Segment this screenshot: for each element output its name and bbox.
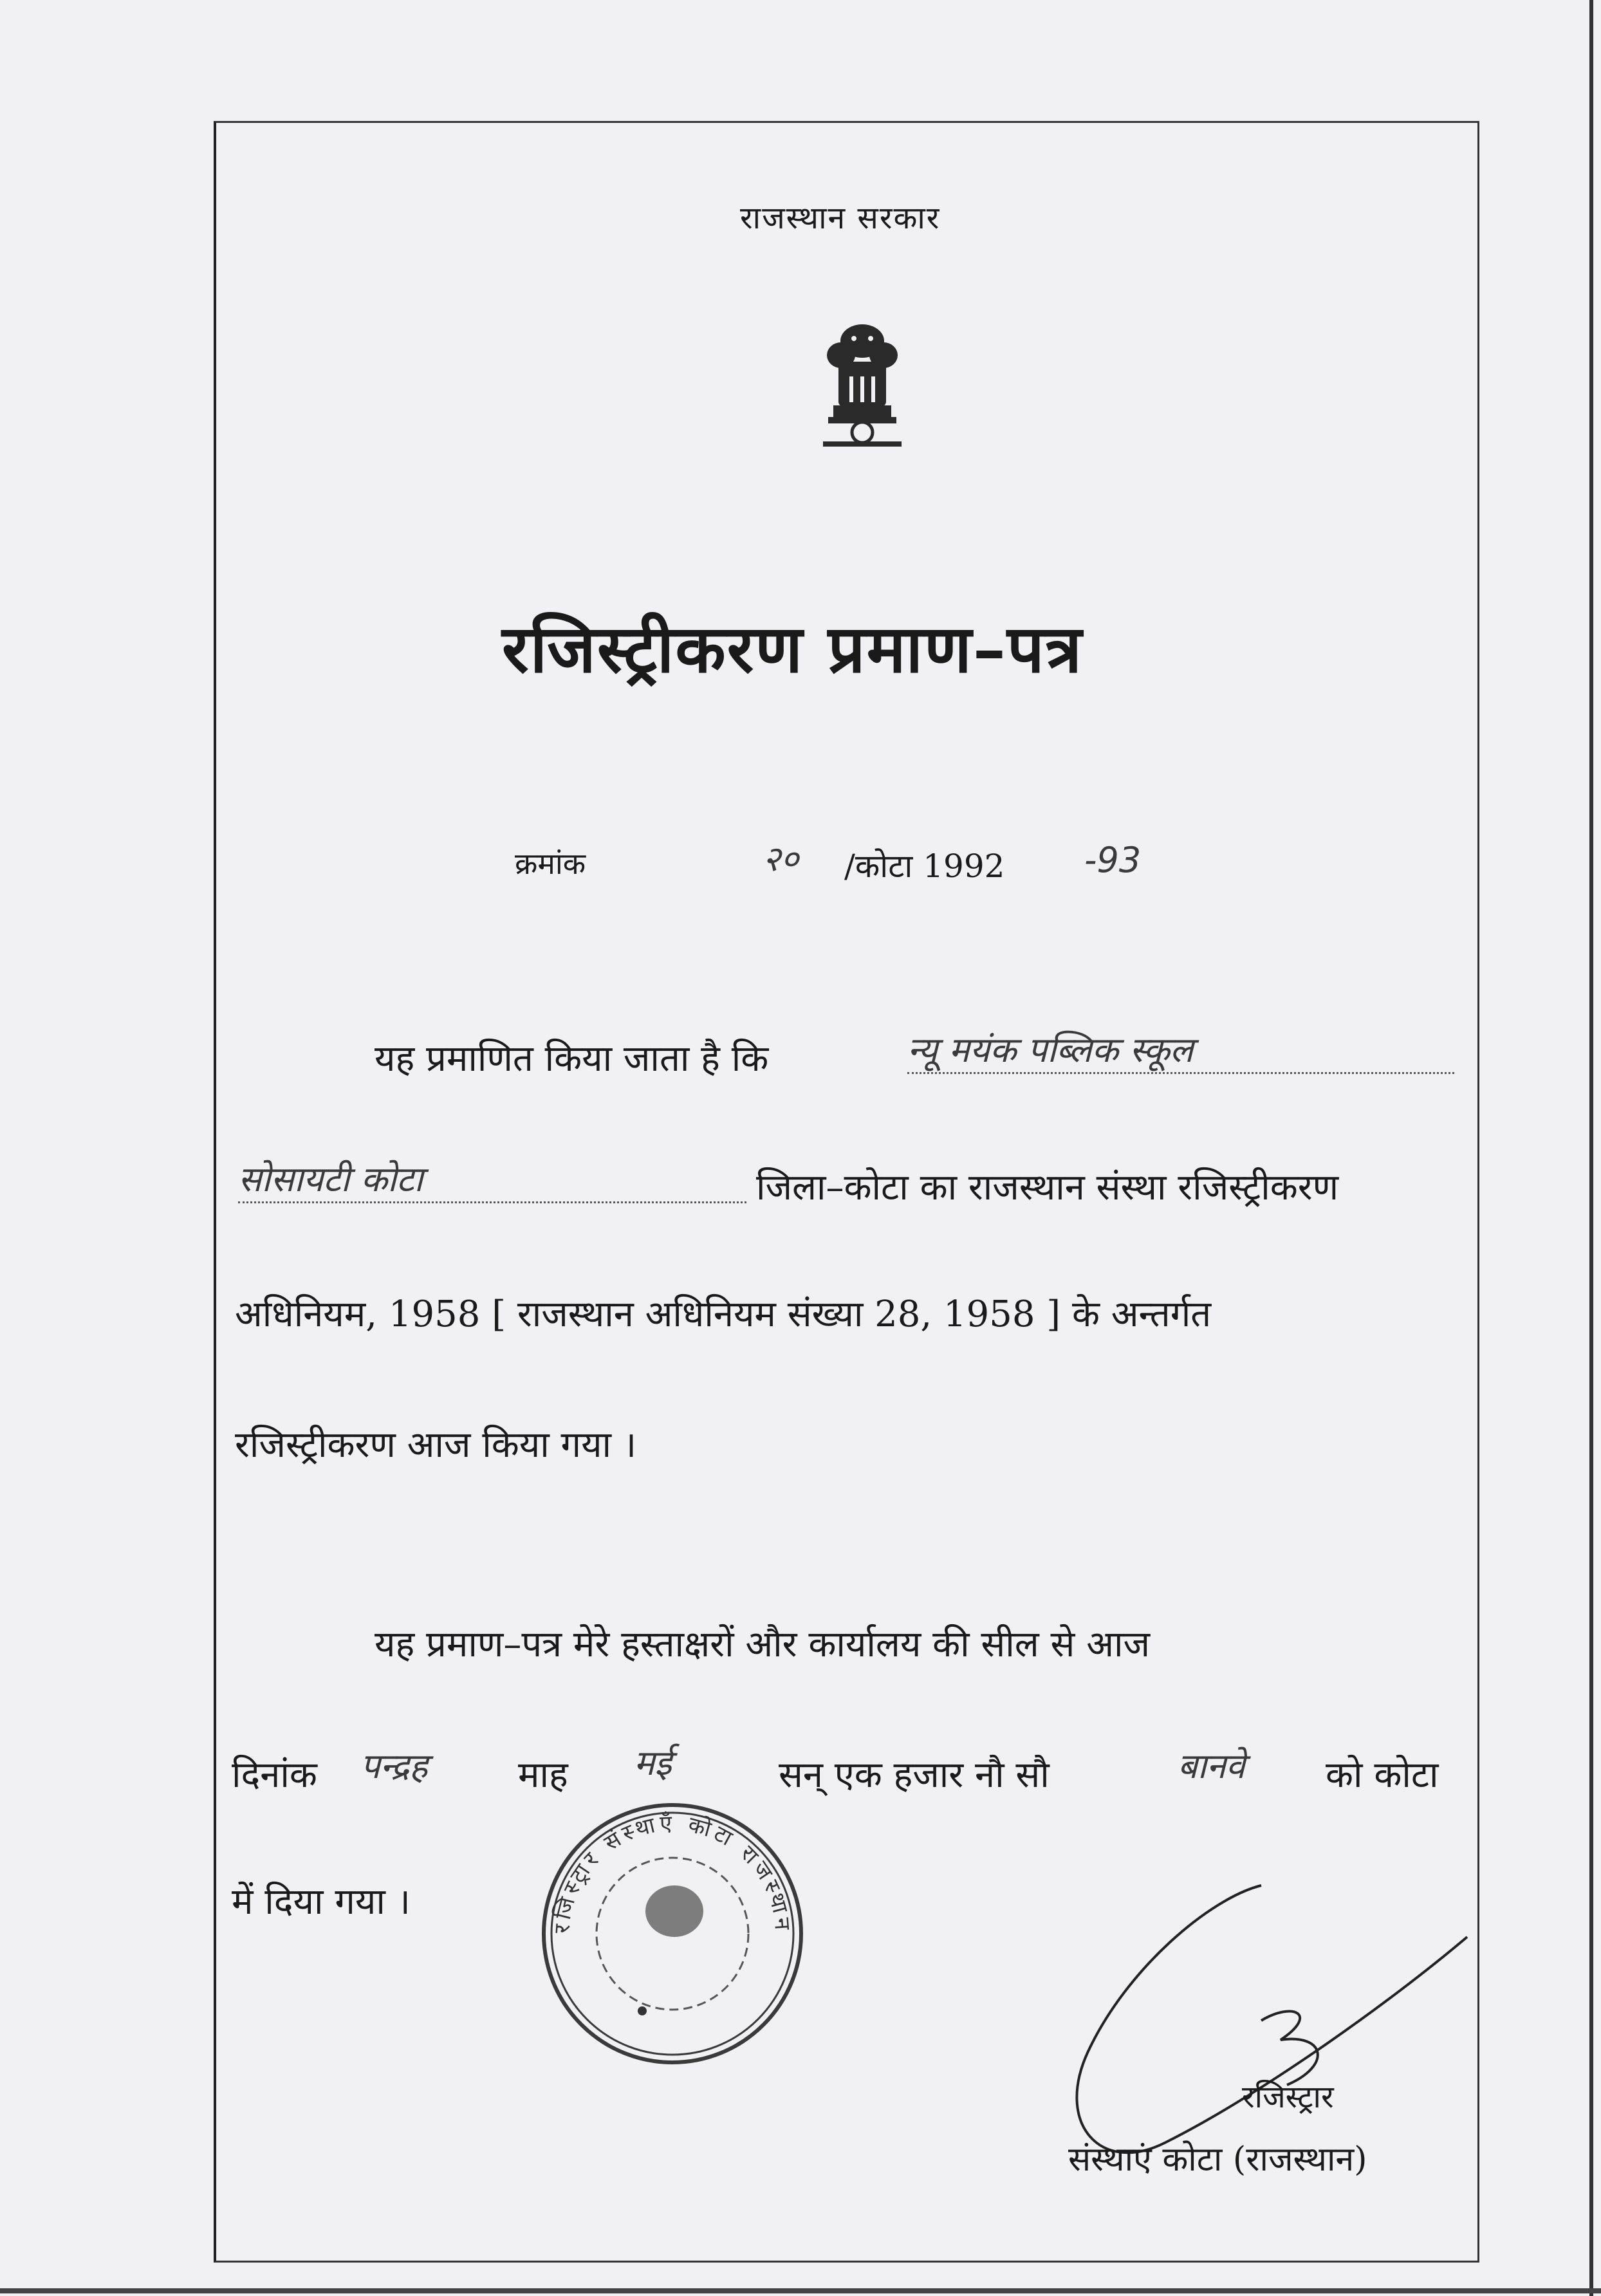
scan-edge-bottom — [0, 2288, 1601, 2293]
office-seal-stamp — [534, 1795, 811, 2072]
society-name-part-2: सोसायटी कोटा — [238, 1154, 746, 1203]
serial-label: क्रमांक — [515, 846, 586, 881]
national-emblem-icon — [814, 315, 911, 450]
scan-edge-right — [1589, 0, 1593, 2296]
issue-year: बानवे — [1178, 1746, 1245, 1786]
serial-year-suffix: -93 — [1084, 840, 1142, 880]
body-line-4: रजिस्ट्रीकरण आज किया गया । — [235, 1424, 637, 1466]
body-line-1-prefix: यह प्रमाणित किया जाता है कि — [375, 1038, 769, 1080]
registrar-office: संस्थाएं कोटा (राजस्थान) — [1068, 2140, 1367, 2179]
seal-ring-text: रजिस्ट्रार संस्थाएँ कोटा राजस्थान — [549, 1810, 796, 1935]
issue-place-suffix: को कोटा — [1326, 1754, 1439, 1796]
issue-month: मई — [634, 1743, 672, 1783]
body-line-3: अधिनियम, 1958 [ राजस्थान अधिनियम संख्या 28, 1958 ] के अन्तर्गत — [235, 1293, 1212, 1335]
certificate-title: रजिस्ट्रीकरण प्रमाण–पत्र — [502, 611, 1084, 688]
registrar-designation: रजिस्ट्रार — [1242, 2079, 1334, 2115]
government-header: राजस्थान सरकार — [740, 200, 941, 236]
issue-year-prefix: सन् एक हजार नौ सौ — [779, 1754, 1050, 1796]
issue-line-1: यह प्रमाण–पत्र मेरे हस्ताक्षरों और कार्यालय की सील से आज — [375, 1624, 1150, 1665]
body-line-2-suffix: जिला–कोटा का राजस्थान संस्था रजिस्ट्रीकरण — [756, 1167, 1339, 1208]
issue-line-3: में दिया गया । — [232, 1881, 411, 1923]
society-name-part-1: न्यू मयंक पब्लिक स्कूल — [907, 1024, 1454, 1074]
serial-office-year: /कोटा 1992 — [844, 847, 1005, 885]
issue-month-label: माह — [518, 1754, 568, 1796]
issue-date-label: दिनांक — [232, 1754, 317, 1796]
issue-day: पन्द्रह — [360, 1746, 428, 1786]
serial-number: २० — [763, 838, 799, 879]
